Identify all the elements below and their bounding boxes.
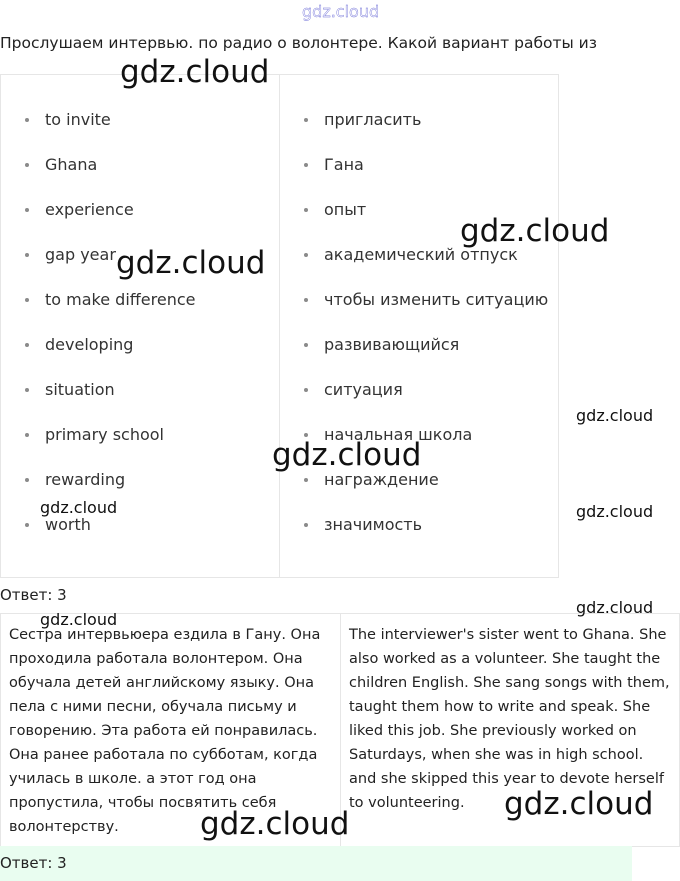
translation-line: обучала детей английскому языку. Она	[9, 675, 315, 691]
watermark: gdz.cloud	[576, 502, 654, 521]
bullet-icon	[25, 208, 29, 212]
answer-label: Ответ: 3	[0, 586, 67, 604]
vocab-item-en	[25, 515, 91, 534]
translation-line: училась в школе. а этот год она	[9, 771, 257, 787]
bullet-icon	[25, 523, 29, 527]
watermark: gdz.cloud	[272, 437, 422, 473]
bullet-icon	[304, 253, 308, 257]
bullet-icon	[25, 118, 29, 122]
bullet-icon	[304, 388, 308, 392]
vocab-text: развивающийся	[324, 335, 460, 354]
translation-line: Saturdays, when she was in high school.	[349, 747, 644, 763]
vocab-item-en	[25, 290, 195, 309]
vocab-text: ситуация	[324, 380, 403, 399]
watermark: gdz.cloud	[40, 498, 118, 517]
vocab-item-ru	[304, 245, 518, 264]
watermark: gdz.cloud	[200, 806, 350, 842]
vocab-text: награждение	[324, 470, 439, 489]
vocab-text: чтобы изменить ситуацию	[324, 290, 549, 309]
bullet-icon	[304, 478, 308, 482]
vocab-item-en	[25, 335, 133, 354]
vocab-text: значимость	[324, 515, 423, 534]
translation-line: пропустила, чтобы посвятить себя	[9, 795, 277, 811]
watermark: gdz.cloud	[40, 610, 118, 629]
translation-table	[0, 613, 680, 847]
vocab-text: experience	[45, 200, 134, 219]
watermark: gdz.cloud	[576, 598, 654, 617]
watermark: gdz.cloud	[116, 245, 266, 281]
watermark: gdz.cloud	[504, 786, 654, 822]
bullet-icon	[25, 433, 29, 437]
vocab-text: пригласить	[324, 110, 422, 129]
bullet-icon	[304, 118, 308, 122]
translation-line: пела с ними песни, обучала письму и	[9, 699, 297, 715]
vocab-item-ru	[304, 110, 421, 129]
watermark: gdz.cloud	[120, 54, 270, 90]
bullet-icon	[304, 163, 308, 167]
translation-line: Сестра интервьюера ездила в Гану. Она	[9, 627, 321, 643]
vocab-item-en	[25, 470, 125, 489]
vocab-text: опыт	[324, 200, 367, 219]
vocab-item-ru	[304, 425, 472, 444]
bullet-icon	[25, 478, 29, 482]
vocabulary-table	[0, 74, 559, 578]
vocab-item-en	[25, 110, 111, 129]
vocab-item-ru	[304, 380, 403, 399]
vocab-text: worth	[45, 515, 91, 534]
question-text: Прослушаем интервью. по радио о волонтере. Какой вариант работы из	[0, 34, 597, 52]
vocab-text: Ghana	[45, 155, 98, 174]
site-logo: gdz.cloud	[302, 2, 380, 21]
translation-line: говорению. Эта работа ей понравилась.	[9, 723, 318, 739]
translation-line: children English. She sang songs with them,	[349, 675, 670, 691]
vocab-item-en	[25, 155, 97, 174]
translation-line: taught them how to write and speak. She	[349, 699, 651, 715]
translation-line: проходила работала волонтером. Она	[9, 651, 303, 667]
bullet-icon	[25, 388, 29, 392]
translation-line: also worked as a volunteer. She taught the	[349, 651, 661, 667]
vocab-text: rewarding	[45, 470, 126, 489]
watermark: gdz.cloud	[576, 406, 654, 425]
vocab-text: Гана	[324, 155, 364, 174]
vocab-text: gap year	[45, 245, 116, 264]
bullet-icon	[304, 343, 308, 347]
vocab-text: to invite	[45, 110, 111, 129]
translation-english	[341, 614, 679, 846]
translation-russian	[1, 614, 341, 846]
answer-highlight: Ответ: 3	[0, 846, 632, 881]
vocab-item-ru	[304, 290, 548, 309]
translation-line: and she skipped this year to devote herself	[349, 771, 664, 787]
vocab-text: developing	[45, 335, 134, 354]
vocab-item-ru	[304, 470, 439, 489]
watermark: gdz.cloud	[460, 213, 610, 249]
translation-line: Она ранее работала по субботам, когда	[9, 747, 318, 763]
bullet-icon	[304, 523, 308, 527]
vocab-item-ru	[304, 200, 366, 219]
translation-line: to volunteering.	[349, 795, 465, 811]
vocab-text: situation	[45, 380, 115, 399]
vocab-text: primary school	[45, 425, 164, 444]
translation-line: liked this job. She previously worked on	[349, 723, 637, 739]
vocab-item-en	[25, 245, 116, 264]
translation-line: волонтерству.	[9, 819, 119, 835]
translation-line: The interviewer's sister went to Ghana. She	[349, 627, 667, 643]
bullet-icon	[25, 298, 29, 302]
vocab-item-ru	[304, 335, 459, 354]
vocabulary-english-column	[1, 75, 280, 577]
vocabulary-russian-column	[280, 75, 560, 577]
bullet-icon	[304, 433, 308, 437]
vocab-text: to make difference	[45, 290, 196, 309]
bullet-icon	[304, 298, 308, 302]
bullet-icon	[25, 163, 29, 167]
vocab-item-en	[25, 200, 134, 219]
vocab-text: начальная школа	[324, 425, 473, 444]
vocab-item-ru	[304, 155, 364, 174]
bullet-icon	[304, 208, 308, 212]
vocab-text: академический отпуск	[324, 245, 518, 264]
bullet-icon	[25, 253, 29, 257]
bullet-icon	[25, 343, 29, 347]
vocab-item-en	[25, 380, 115, 399]
vocab-item-ru	[304, 515, 422, 534]
vocab-item-en	[25, 425, 164, 444]
